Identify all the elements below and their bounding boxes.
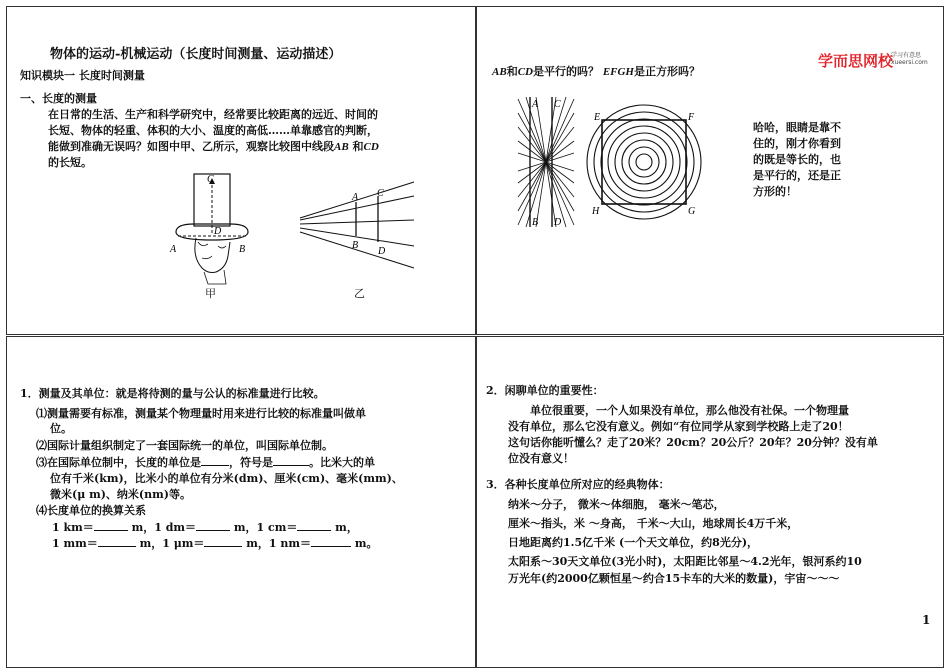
conv-cm: m，1 cm＝	[230, 521, 298, 534]
brand-logo: 学而思网校	[818, 52, 894, 70]
item-2-line-4: 位没有意义！	[508, 452, 574, 465]
q-efgh: EFGH	[602, 66, 634, 78]
item-3-line-5: 万光年(约2000亿颗恒星～约合15卡车的大米的数量)，宇宙～～～	[508, 572, 840, 585]
intro-line-2: 长短、物体的轻重、体积的大小、温度的高低……单靠感官的判断，	[48, 124, 378, 137]
q-ab: AB	[492, 66, 507, 78]
q-square: 是正方形吗？	[634, 65, 700, 78]
svg-text:C: C	[377, 188, 384, 199]
item-3-line-3: 日地距离约1.5亿千米 (一个天文单位，约8光分)，	[508, 536, 759, 549]
item-2-line-1: 单位很重要，一个人如果没有单位，那么他没有社保。一个物理量	[530, 404, 849, 417]
sub-4: ⑷长度单位的换算关系	[36, 504, 146, 517]
figure-hat-illusion	[168, 172, 268, 287]
svg-text:D: D	[554, 217, 562, 228]
remark-line-4: 是平行的，还是正	[753, 169, 841, 182]
page-number: 1	[922, 613, 931, 627]
conv-end-1: m，	[331, 521, 358, 534]
conv-nm: m，1 nm＝	[242, 537, 312, 550]
hair-lines	[198, 242, 226, 259]
conv-mm: 1 mm＝	[52, 537, 98, 550]
sub-2: ⑵国际计量组织制定了一套国际统一的单位，叫国际单位制。	[36, 439, 333, 452]
blank-um[interactable]	[204, 546, 242, 547]
remark-line-5: 方形的！	[753, 185, 797, 198]
var-cd: CD	[363, 141, 379, 153]
item-2-line-2: 没有单位，那么它没有意义。例如“有位同学从家到学校路上走了20！	[508, 420, 849, 433]
blank-km[interactable]	[94, 530, 128, 531]
blank-nm[interactable]	[311, 546, 351, 547]
logo-url: xueersi.com	[891, 59, 928, 66]
label-b: B	[239, 244, 246, 255]
label-a: A	[170, 244, 177, 255]
item-3-line-4: 太阳系～30天文单位(3光小时)，太阳距比邻星～4.2光年，银河系约10	[508, 555, 862, 568]
var-and: 和	[348, 140, 364, 153]
blank-dm[interactable]	[196, 530, 230, 531]
svg-text:B: B	[532, 217, 539, 228]
remark-line-1: 哈哈，眼睛是靠不	[753, 121, 841, 134]
brand-logo-subtitle	[891, 52, 928, 66]
svg-text:B: B	[352, 240, 359, 251]
intro-line-3-text: 能做到准确无误吗？如图中甲、乙所示，观察比较图中线段	[48, 140, 334, 153]
blank-cm[interactable]	[297, 530, 331, 531]
sub-1-line-1: ⑴测量需要有标准，测量某个物理量时用来进行比较的标准量叫做单	[36, 407, 366, 420]
q-cd: CD	[517, 66, 533, 78]
conv-km: 1 km＝	[52, 521, 94, 534]
item-2-line-3: 这句话你能听懂么？走了20米？20cm？20公斤？20年？20分钟？没有单	[508, 436, 878, 449]
sub-1-line-2: 位。	[50, 422, 72, 435]
svg-text:F: F	[688, 112, 695, 123]
svg-text:A: A	[532, 99, 539, 110]
q-and: 和	[506, 65, 518, 78]
figure-square-circles	[584, 102, 704, 222]
sub-3-line-2: 位有千米(km)，比米小的单位有分米(dm)、厘米(cm)、毫米(mm)、	[50, 472, 403, 485]
section-heading: 一、长度的测量	[20, 92, 97, 105]
sub-3-line-1	[36, 454, 375, 471]
item-3-line-1: 纳米～分子， 微米～体细胞， 毫米～笔芯，	[508, 498, 725, 511]
figure-label-jia: 甲	[205, 287, 216, 300]
illusion-question	[492, 63, 700, 81]
intro-line-4: 的长短。	[48, 156, 92, 169]
conversion-line-1	[52, 519, 358, 536]
module-heading: 知识模块一 长度时间测量	[20, 69, 145, 82]
item-2-importance: 2．闲聊单位的重要性：	[486, 384, 604, 397]
sub-3-a: ⑶在国际单位制中，长度的单位是	[36, 456, 201, 469]
sub-3-c: 。比米大的单	[309, 456, 375, 469]
figure-label-yi: 乙	[354, 287, 365, 300]
sub-3-line-3: 微米(μ m)、纳米(nm)等。	[50, 488, 191, 501]
face-outline	[195, 238, 230, 273]
conv-end-2: m。	[351, 537, 378, 550]
label-d: D	[214, 226, 222, 237]
svg-text:E: E	[594, 112, 601, 123]
q-parallel: 是平行的吗？	[532, 65, 599, 78]
remark-line-3: 的既是等长的，也	[753, 153, 841, 166]
item-1-measurement: 1．测量及其单位：就是将待测的量与公认的标准量进行比较。	[20, 387, 325, 400]
blank-unit[interactable]	[201, 465, 229, 466]
remark-line-2: 住的，刚才你看到	[753, 137, 841, 150]
item-3-examples: 3．各种长度单位所对应的经典物体：	[486, 478, 670, 491]
svg-text:H: H	[592, 206, 600, 217]
svg-text:G: G	[688, 206, 696, 217]
svg-text:C: C	[554, 99, 561, 110]
figure-hering-illusion	[516, 95, 576, 230]
item-3-line-2: 厘米～指头，米 ～身高， 千米～大山，地球周长4万千米，	[508, 517, 799, 530]
intro-line-1: 在日常的生活、生产和科学研究中，经常要比较距离的远近、时间的	[48, 108, 378, 121]
intro-line-3	[48, 138, 379, 156]
label-c: C	[207, 174, 214, 185]
conversion-line-2	[52, 535, 377, 552]
svg-text:D: D	[378, 246, 386, 257]
blank-mm[interactable]	[98, 546, 136, 547]
illusion-remark	[753, 120, 841, 200]
conv-um: m，1 μm＝	[135, 537, 205, 550]
blank-symbol[interactable]	[273, 465, 309, 466]
logo-slogan: 学习有意思	[891, 52, 922, 59]
svg-text:A: A	[352, 192, 359, 203]
figure-ponzo-illusion	[298, 180, 418, 275]
page-title: 物体的运动-机械运动（长度时间测量、运动描述）	[50, 47, 342, 62]
conv-dm: m，1 dm＝	[127, 521, 197, 534]
sub-3-b: ，符号是	[229, 456, 273, 469]
var-ab: AB	[334, 141, 349, 153]
